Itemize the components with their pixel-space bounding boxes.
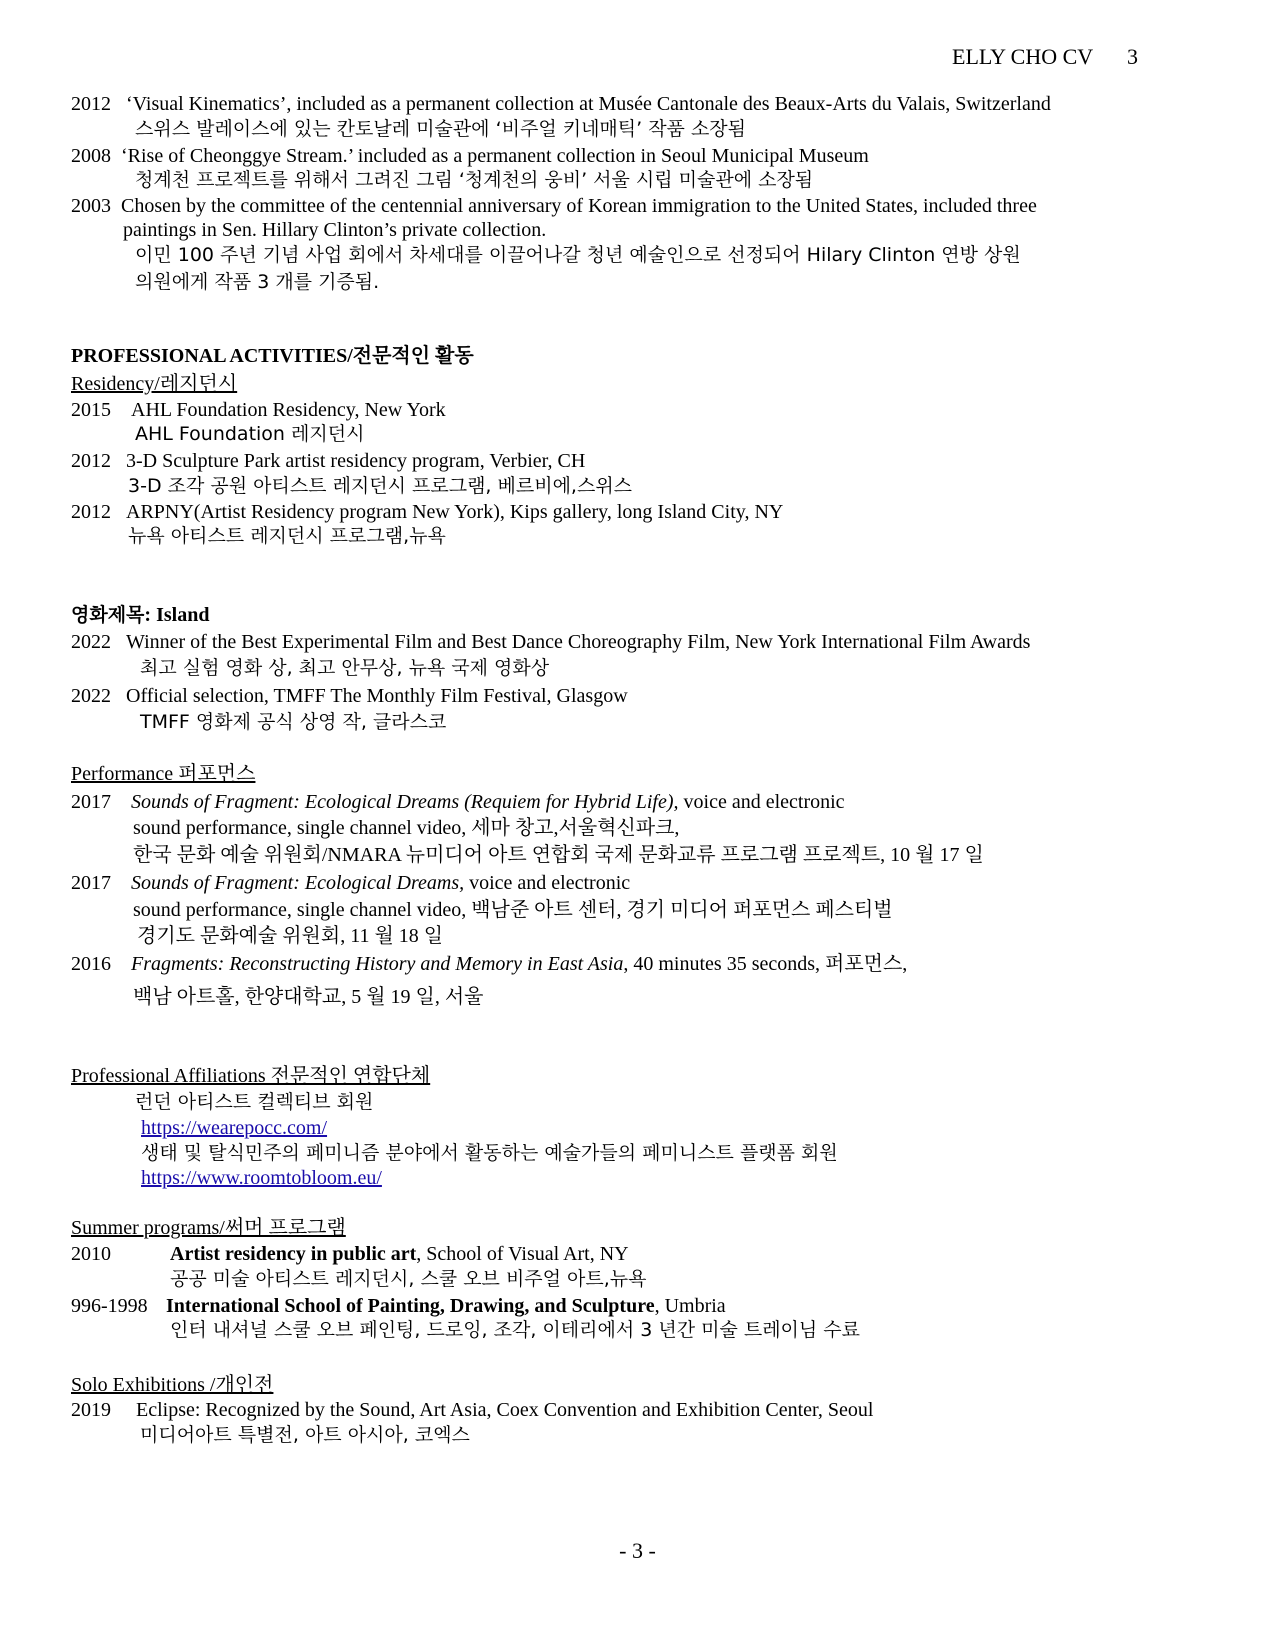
year: 2022 bbox=[71, 685, 111, 707]
collection-item bbox=[71, 92, 1051, 116]
entry-text: 3-D Sculpture Park artist residency program, Verbier, CH bbox=[126, 450, 586, 472]
entry-korean: 뉴욕 아티스트 레지던시 프로그램,뉴욕 bbox=[128, 525, 446, 547]
entry-korean: 3-D 조각 공원 아티스트 레지던시 프로그램, 베르비에,스위스 bbox=[128, 475, 633, 497]
film-heading-korean: 영화제목 bbox=[71, 604, 145, 626]
collection-item bbox=[71, 194, 1037, 218]
entry-text-cont: sound performance, single channel video, 세마 창고,서울혁신파크, bbox=[133, 817, 680, 839]
entry-korean: 이민 100 주년 기념 사업 회에서 차세대를 이끌어나갈 청년 예술인으로 선정되어 Hilary Clinton 연방 상원 bbox=[135, 244, 1021, 266]
entry-korean: 공공 미술 아티스트 레지던시, 스쿨 오브 비주얼 아트,뉴욕 bbox=[170, 1268, 647, 1290]
work-title: Sounds of Fragment: Ecological Dreams, bbox=[131, 872, 465, 894]
collection-item bbox=[71, 144, 869, 168]
performance-item bbox=[71, 952, 907, 976]
entry-text: AHL Foundation Residency, New York bbox=[131, 399, 446, 421]
affiliation-text: 생태 및 탈식민주의 페미니즘 분야에서 활동하는 예술가들의 페미니스트 플랫폼 회원 bbox=[141, 1142, 838, 1164]
entry-text-cont: 한국 문화 예술 위원회/NMARA 뉴미디어 아트 연합회 국제 문화교류 프로그램 프로젝트, 10 월 17 일 bbox=[133, 844, 984, 866]
residency-item bbox=[71, 398, 446, 422]
entry-korean: AHL Foundation 레지던시 bbox=[135, 423, 365, 445]
solo-item bbox=[71, 1398, 873, 1422]
film-item bbox=[71, 630, 1030, 654]
year: 2012 bbox=[71, 93, 111, 115]
entry-korean-cont: 의원에게 작품 3 개를 기증됨. bbox=[135, 271, 380, 293]
entry-text: Eclipse: Recognized by the Sound, Art Asia, Coex Convention and Exhibition Center, Seoul bbox=[136, 1399, 874, 1421]
subheading-solo: Solo Exhibitions /개인전 bbox=[71, 1374, 274, 1396]
entry-text-cont: 백남 아트홀, 한양대학교, 5 월 19 일, 서울 bbox=[133, 986, 484, 1008]
year: 996-1998 bbox=[71, 1295, 148, 1317]
work-title: Sounds of Fragment: Ecological Dreams (Requiem for Hybrid Life), bbox=[131, 791, 679, 813]
entry-text-cont: 경기도 문화예술 위원회, 11 월 18 일 bbox=[137, 925, 444, 947]
affiliation-link[interactable]: https://www.roomtobloom.eu/ bbox=[141, 1167, 382, 1189]
year: 2008 bbox=[71, 145, 111, 167]
subheading-performance: Performance 퍼포먼스 bbox=[71, 763, 256, 785]
program-title: International School of Painting, Drawing, and Sculpture bbox=[166, 1295, 655, 1317]
subheading-residency: Residency/레지던시 bbox=[71, 373, 238, 395]
entry-text: voice and electronic bbox=[678, 791, 845, 813]
entry-text: Official selection, TMFF The Monthly Film Festival, Glasgow bbox=[126, 685, 628, 707]
section-heading-professional: PROFESSIONAL ACTIVITIES/전문적인 활동 bbox=[71, 345, 474, 367]
entry-text: ARPNY(Artist Residency program New York), Kips gallery, long Island City, NY bbox=[126, 501, 784, 523]
subheading-summer: Summer programs/써머 프로그램 bbox=[71, 1217, 346, 1239]
residency-item bbox=[71, 449, 585, 473]
year: 2022 bbox=[71, 631, 111, 653]
section-heading-film bbox=[71, 603, 209, 627]
film-heading-title: : Island bbox=[144, 604, 210, 626]
entry-korean: 스위스 발레이스에 있는 칸토날레 미술관에 ‘비주얼 키네매틱’ 작품 소장됨 bbox=[135, 118, 747, 140]
entry-text: ‘Rise of Cheonggye Stream.’ included as a permanent collection in Seoul Municipal Museum bbox=[121, 145, 869, 167]
residency-item bbox=[71, 500, 783, 524]
summer-item bbox=[71, 1242, 111, 1266]
entry-text: Winner of the Best Experimental Film and Best Dance Choreography Film, New York International Film Awards bbox=[126, 631, 1031, 653]
affiliation-text: 런던 아티스트 컬렉티브 회원 bbox=[135, 1091, 374, 1113]
program-title: Artist residency in public art bbox=[170, 1243, 417, 1265]
entry-text: ‘Visual Kinematics’, included as a permanent collection at Musée Cantonale des Beaux-Arts du Valais, Switzerland bbox=[126, 93, 1051, 115]
running-header-title: ELLY CHO CV bbox=[952, 44, 1094, 69]
entry-text: Chosen by the committee of the centennial anniversary of Korean immigration to the United States, included three bbox=[121, 195, 1037, 217]
entry-korean: 인터 내셔널 스쿨 오브 페인팅, 드로잉, 조각, 이테리에서 3 년간 미술 트레이님 수료 bbox=[170, 1319, 861, 1341]
performance-item bbox=[71, 790, 845, 814]
entry-text: , School of Visual Art, NY bbox=[416, 1243, 629, 1265]
summer-item-text bbox=[170, 1242, 629, 1266]
performance-item bbox=[71, 871, 630, 895]
entry-text: , 40 minutes 35 seconds, 퍼포먼스, bbox=[623, 953, 908, 975]
year: 2003 bbox=[71, 195, 111, 217]
entry-text: voice and electronic bbox=[464, 872, 631, 894]
entry-text-cont: paintings in Sen. Hillary Clinton’s private collection. bbox=[123, 219, 547, 241]
entry-korean: 최고 실험 영화 상, 최고 안무상, 뉴욕 국제 영화상 bbox=[140, 657, 550, 679]
year: 2012 bbox=[71, 450, 111, 472]
entry-korean: TMFF 영화제 공식 상영 작, 글라스코 bbox=[140, 711, 447, 733]
subheading-affiliations: Professional Affiliations 전문적인 연합단체 bbox=[71, 1065, 431, 1087]
running-header-page: 3 bbox=[1127, 44, 1138, 69]
summer-item bbox=[71, 1294, 148, 1318]
entry-korean: 청계천 프로젝트를 위해서 그려진 그림 ‘청계천의 웅비’ 서울 시립 미술관에 소장됨 bbox=[135, 169, 814, 191]
year: 2012 bbox=[71, 501, 111, 523]
year: 2017 bbox=[71, 791, 111, 813]
summer-item-text bbox=[166, 1294, 726, 1318]
year: 2019 bbox=[71, 1399, 111, 1421]
entry-korean: 미디어아트 특별전, 아트 아시아, 코엑스 bbox=[140, 1424, 470, 1446]
film-item bbox=[71, 684, 628, 708]
entry-text: , Umbria bbox=[654, 1295, 726, 1317]
entry-text-cont: sound performance, single channel video, 백남준 아트 센터, 경기 미디어 퍼포먼스 페스티벌 bbox=[133, 899, 893, 921]
year: 2015 bbox=[71, 399, 111, 421]
page-footer-number: - 3 - bbox=[619, 1538, 656, 1563]
work-title: Fragments: Reconstructing History and Memory in East Asia bbox=[131, 953, 624, 975]
year: 2016 bbox=[71, 953, 111, 975]
affiliation-link[interactable]: https://wearepocc.com/ bbox=[141, 1117, 328, 1139]
year: 2010 bbox=[71, 1243, 111, 1265]
year: 2017 bbox=[71, 872, 111, 894]
